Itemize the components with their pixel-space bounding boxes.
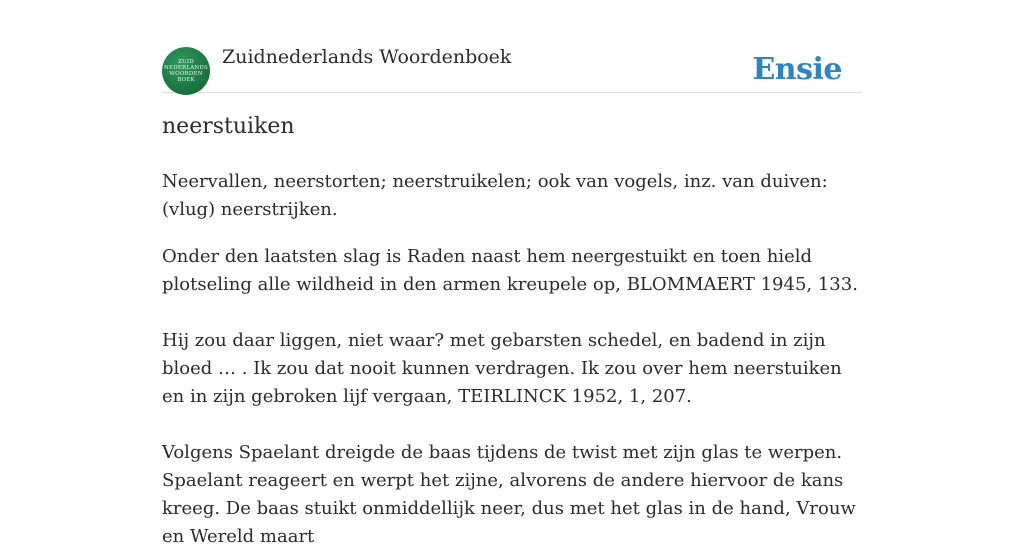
citation-3: Volgens Spaelant dreigde de baas tijdens de twist met zijn glas te werpen. Spaelant reageert en werpt het zijne, alvorens de andere hiervoor de kans kreeg. De baas stuikt onmiddellijk neer, dus met het glas in de hand, Vrouw en Wereld maart — [162, 442, 856, 547]
ensie-logo[interactable]: Ensie — [752, 52, 842, 87]
entry-definition: Neervallen, neerstorten; neerstruikelen; ook van vogels, inz. van duiven: (vlug) neerstrijken. — [162, 171, 828, 220]
citation-2: Hij zou daar liggen, niet waar? met gebarsten schedel, en badend in zijn bloed … . Ik zou dat nooit kunnen verdragen. Ik zou over hem neerstuiken en in zijn gebroken lijf vergaan, TEIRLINCK 1952, 1, 207. — [162, 330, 842, 407]
source-name-link[interactable]: Zuidnederlands Woordenboek — [222, 46, 512, 68]
logo-line: ZUID — [178, 59, 194, 65]
page-header — [162, 0, 862, 93]
entry-term: neerstuiken — [162, 114, 295, 139]
logo-line: NEDERLANDS — [163, 65, 208, 71]
logo-line: BOEK — [177, 77, 195, 83]
source-logo[interactable] — [162, 47, 210, 95]
citation-1: Onder den laatsten slag is Raden naast hem neergestuikt en toen hield plotseling alle wildheid in den armen kreupele op, BLOMMAERT 1945, 133. — [162, 246, 858, 295]
entry-page — [162, 0, 862, 547]
logo-line: WOORDEN — [169, 71, 203, 77]
